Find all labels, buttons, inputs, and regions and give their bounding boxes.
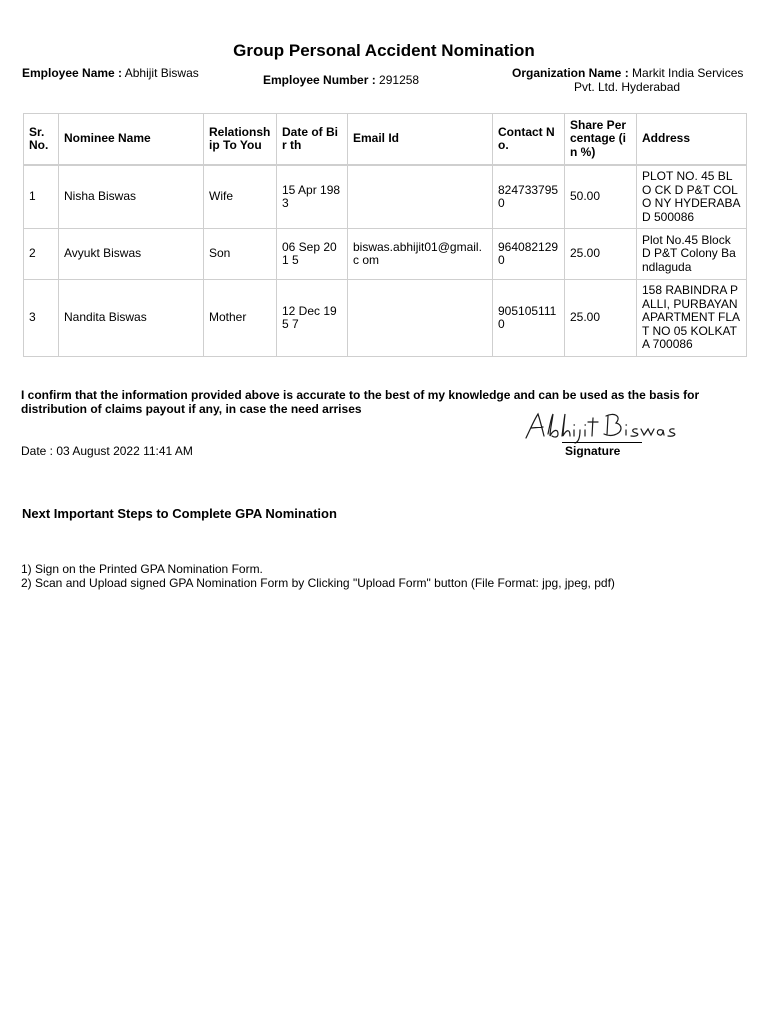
cell-relationship: Wife — [204, 165, 277, 229]
signature-label: Signature — [565, 444, 621, 458]
cell-sr-no: 1 — [24, 165, 59, 229]
employee-number-label: Employee Number : — [263, 73, 376, 87]
cell-contact: 824733795 0 — [493, 165, 565, 229]
nominee-table — [23, 113, 747, 357]
cell-nominee-name: Avyukt Biswas — [59, 229, 204, 280]
header-contact: Contact N o. — [493, 114, 565, 166]
cell-share: 25.00 — [565, 229, 637, 280]
cell-nominee-name: Nandita Biswas — [59, 280, 204, 357]
cell-nominee-name: Nisha Biswas — [59, 165, 204, 229]
employee-number — [263, 73, 419, 87]
header-sr-no: Sr. No. — [24, 114, 59, 166]
steps-list — [21, 562, 615, 590]
employee-name-value: Abhijit Biswas — [124, 66, 199, 80]
cell-email: biswas.abhijit01@gmail.c om — [348, 229, 493, 280]
organization-name — [512, 66, 752, 94]
date-text: Date : 03 August 2022 11:41 AM — [21, 444, 193, 458]
table-row — [24, 280, 747, 357]
cell-date-of-birth: 12 Dec 195 7 — [277, 280, 348, 357]
employee-number-value: 291258 — [379, 73, 420, 87]
header-address: Address — [637, 114, 747, 166]
cell-contact: 964082129 0 — [493, 229, 565, 280]
cell-address: PLOT NO. 45 BLO CK D P&T COLO NY HYDERABAD 500086 — [637, 165, 747, 229]
handwritten-signature — [522, 410, 682, 444]
cell-contact: 905105111 0 — [493, 280, 565, 357]
header-share-percentage: Share Per centage (i n %) — [565, 114, 637, 166]
step-item: 2) Scan and Upload signed GPA Nomination Form by Clicking "Upload Form" button (File Format: jpg, jpeg, pdf) — [21, 576, 615, 590]
cell-email — [348, 165, 493, 229]
organization-line2: Pvt. Ltd. Hyderabad — [574, 80, 681, 94]
signature-line — [562, 442, 642, 443]
employee-name-label: Employee Name : — [22, 66, 123, 80]
cell-share: 25.00 — [565, 280, 637, 357]
organization-line1: Markit India Services — [632, 66, 744, 80]
cell-share: 50.00 — [565, 165, 637, 229]
steps-title: Next Important Steps to Complete GPA Nomination — [22, 506, 337, 521]
table-row — [24, 165, 747, 229]
confirmation-statement: I confirm that the information provided above is accurate to the best of my knowledge and can be used as the basis for distribution of claims payout if any, in case the need arrises — [21, 388, 700, 416]
header-relationship: Relationsh ip To You — [204, 114, 277, 166]
table-row — [24, 229, 747, 280]
table-header-row — [24, 114, 747, 166]
cell-date-of-birth: 15 Apr 198 3 — [277, 165, 348, 229]
cell-address: 158 RABINDRA P ALLI, PURBAYAN APARTMENT FLA T NO 05 KOLKAT A 700086 — [637, 280, 747, 357]
cell-email — [348, 280, 493, 357]
cell-relationship: Mother — [204, 280, 277, 357]
cell-date-of-birth: 06 Sep 201 5 — [277, 229, 348, 280]
cell-sr-no: 2 — [24, 229, 59, 280]
header-nominee-name: Nominee Name — [59, 114, 204, 166]
cell-address: Plot No.45 Block D P&T Colony Ba ndlaguda — [637, 229, 747, 280]
cell-sr-no: 3 — [24, 280, 59, 357]
header-email: Email Id — [348, 114, 493, 166]
employee-name — [22, 66, 199, 80]
header-date-of-birth: Date of Bir th — [277, 114, 348, 166]
step-item: 1) Sign on the Printed GPA Nomination Form. — [21, 562, 263, 576]
organization-label: Organization Name : — [512, 66, 629, 80]
page-title: Group Personal Accident Nomination — [233, 41, 535, 60]
cell-relationship: Son — [204, 229, 277, 280]
